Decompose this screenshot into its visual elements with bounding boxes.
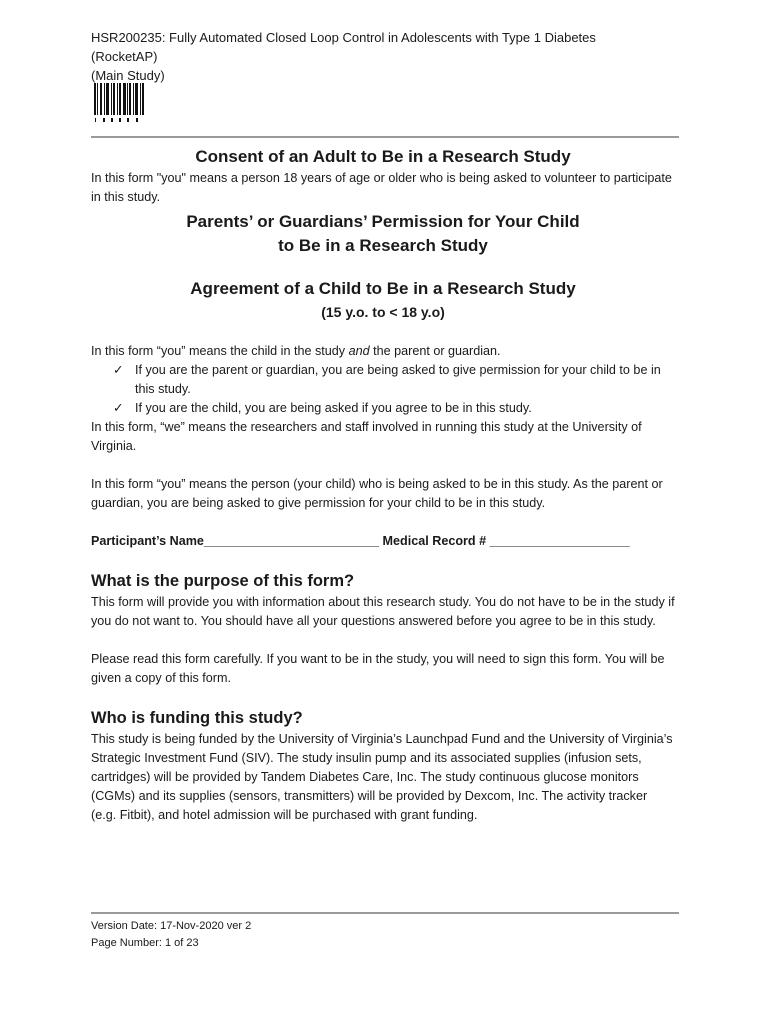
study-type: (Main Study) — [91, 68, 165, 83]
document-body — [91, 144, 675, 825]
you-definition: In this form “you” means the person (your child) who is being asked to be in this study. As the parent or guardian, you are being asked to give permission for your child to be in this study. — [91, 477, 663, 510]
footer-divider — [91, 912, 679, 914]
permission-title — [91, 210, 675, 258]
medical-record-label: Medical Record # — [382, 534, 487, 548]
funding-paragraph: This study is being funded by the University of Virginia’s Launchpad Fund and the University of Virginia’s Strategic Investment Fund (SIV). The study insulin pump and its associated supplies (infusion sets, cartridges) will be provided by Tandem Diabetes Care, Inc. The study continuous glucose monitors (CGMs) and its supplies (sensors, transmitters) will be provided by Dexcom, Inc. The activity tracker (e.g. Fitbit), and hotel admission will be purchased with grant funding. — [91, 732, 673, 822]
participant-name-label: Participant’s Name — [91, 534, 204, 548]
permission-title-line-1: Parents’ or Guardians’ Permission for Your Child — [186, 212, 580, 231]
purpose-paragraph-2: Please read this form carefully. If you want to be in the study, you will need to sign this form. You will be given a copy of this form. — [91, 652, 665, 685]
definition-intro-emphasis: and — [348, 344, 370, 358]
medical-record-field[interactable]: ____________________ — [489, 534, 630, 548]
consent-intro: In this form "you" means a person 18 years of age or older who is being asked to volunteer to participate in this study. — [91, 171, 672, 204]
document-footer — [91, 918, 251, 952]
checklist-item-text: If you are the child, you are being asked if you agree to be in this study. — [135, 401, 532, 415]
checklist-item — [91, 399, 675, 418]
purpose-paragraph-1: This form will provide you with information about this research study. You do not have to be in the study if you do not want to. You should have all your questions answered before you agree to be in this study. — [91, 595, 675, 628]
we-definition: In this form, “we” means the researchers and staff involved in running this study at the University of Virginia. — [91, 420, 642, 453]
definition-intro — [91, 342, 675, 361]
participant-fields — [91, 532, 675, 551]
checklist-item-text: If you are the parent or guardian, you are being asked to give permission for your child to be in this study. — [135, 363, 661, 396]
definition-intro-end: the parent or guardian. — [369, 344, 501, 358]
version-date: Version Date: 17-Nov-2020 ver 2 — [91, 920, 252, 932]
document-header — [91, 28, 691, 85]
age-range: (15 y.o. to < 18 y.o) — [321, 304, 445, 320]
definition-intro-text: In this form “you” means the child in the study — [91, 344, 349, 358]
funding-heading: Who is funding this study? — [91, 709, 303, 727]
check-icon: ✓ — [113, 401, 124, 415]
page-number: Page Number: 1 of 23 — [91, 937, 199, 949]
study-title-line: HSR200235: Fully Automated Closed Loop Control in Adolescents with Type 1 Diabetes — [91, 30, 596, 45]
purpose-heading: What is the purpose of this form? — [91, 572, 355, 590]
checklist-item — [91, 361, 675, 399]
agreement-title: Agreement of a Child to Be in a Research Study — [190, 279, 576, 298]
permission-title-line-2: to Be in a Research Study — [278, 236, 488, 255]
study-short-name: (RocketAP) — [91, 49, 158, 64]
header-divider — [91, 136, 679, 138]
consent-title: Consent of an Adult to Be in a Research Study — [195, 147, 571, 166]
participant-name-field[interactable]: _________________________ — [203, 534, 380, 548]
barcode-icon — [94, 83, 146, 123]
check-icon: ✓ — [113, 363, 124, 377]
